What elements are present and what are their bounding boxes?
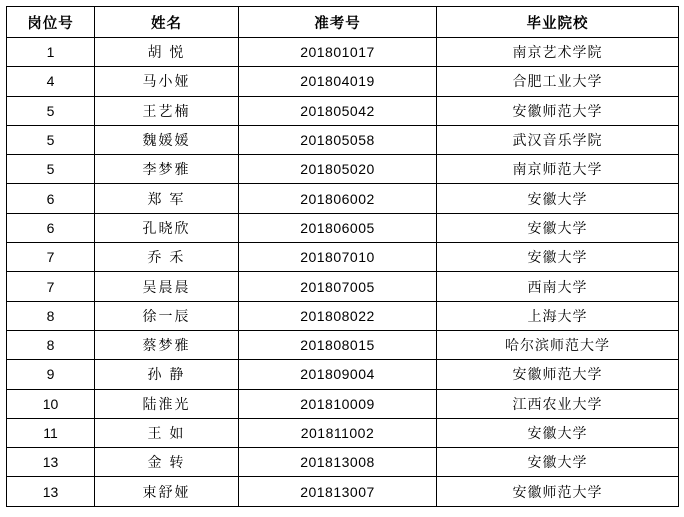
cell-exam-number: 201813008	[239, 448, 437, 477]
table-header-row	[7, 7, 679, 38]
cell-name: 陆淮光	[95, 389, 239, 418]
cell-exam-number: 201808015	[239, 330, 437, 359]
cell-school: 武汉音乐学院	[437, 125, 679, 154]
cell-exam-number: 201805020	[239, 155, 437, 184]
table-row	[7, 96, 679, 125]
cell-school: 哈尔滨师范大学	[437, 330, 679, 359]
cell-exam-number: 201813007	[239, 477, 437, 506]
cell-post: 7	[7, 243, 95, 272]
cell-school: 安徽大学	[437, 448, 679, 477]
cell-post: 8	[7, 301, 95, 330]
table-row	[7, 125, 679, 154]
cell-name: 蔡梦雅	[95, 330, 239, 359]
cell-school: 安徽师范大学	[437, 360, 679, 389]
table-row	[7, 272, 679, 301]
cell-name: 吴晨晨	[95, 272, 239, 301]
candidates-table	[6, 6, 679, 507]
cell-school: 江西农业大学	[437, 389, 679, 418]
table-body	[7, 38, 679, 507]
cell-name: 李梦雅	[95, 155, 239, 184]
cell-name: 马小娅	[95, 67, 239, 96]
cell-name: 孙 静	[95, 360, 239, 389]
cell-exam-number: 201811002	[239, 418, 437, 447]
column-header-exam-number: 准考号	[239, 7, 437, 38]
table-row	[7, 243, 679, 272]
cell-post: 5	[7, 96, 95, 125]
table-header	[7, 7, 679, 38]
cell-post: 5	[7, 155, 95, 184]
cell-exam-number: 201808022	[239, 301, 437, 330]
cell-name: 孔晓欣	[95, 213, 239, 242]
cell-name: 郑 军	[95, 184, 239, 213]
cell-post: 6	[7, 213, 95, 242]
cell-post: 5	[7, 125, 95, 154]
table-row	[7, 418, 679, 447]
table-row	[7, 389, 679, 418]
table-row	[7, 38, 679, 67]
column-header-school: 毕业院校	[437, 7, 679, 38]
cell-exam-number: 201804019	[239, 67, 437, 96]
table-row	[7, 477, 679, 506]
cell-post: 1	[7, 38, 95, 67]
cell-post: 9	[7, 360, 95, 389]
table-row	[7, 330, 679, 359]
cell-school: 南京师范大学	[437, 155, 679, 184]
cell-school: 安徽师范大学	[437, 96, 679, 125]
cell-school: 合肥工业大学	[437, 67, 679, 96]
cell-post: 13	[7, 448, 95, 477]
cell-school: 安徽大学	[437, 213, 679, 242]
cell-exam-number: 201805042	[239, 96, 437, 125]
cell-exam-number: 201806002	[239, 184, 437, 213]
cell-school: 安徽师范大学	[437, 477, 679, 506]
table-row	[7, 67, 679, 96]
cell-exam-number: 201807005	[239, 272, 437, 301]
table-row	[7, 301, 679, 330]
cell-name: 王 如	[95, 418, 239, 447]
table-row	[7, 448, 679, 477]
cell-exam-number: 201807010	[239, 243, 437, 272]
cell-name: 金 转	[95, 448, 239, 477]
table-row	[7, 184, 679, 213]
table-row	[7, 360, 679, 389]
cell-post: 4	[7, 67, 95, 96]
cell-name: 束舒娅	[95, 477, 239, 506]
cell-post: 7	[7, 272, 95, 301]
cell-name: 徐一辰	[95, 301, 239, 330]
table-row	[7, 155, 679, 184]
cell-school: 安徽大学	[437, 243, 679, 272]
cell-school: 南京艺术学院	[437, 38, 679, 67]
cell-name: 胡 悦	[95, 38, 239, 67]
cell-exam-number: 201806005	[239, 213, 437, 242]
column-header-post: 岗位号	[7, 7, 95, 38]
cell-school: 安徽大学	[437, 184, 679, 213]
cell-exam-number: 201801017	[239, 38, 437, 67]
cell-name: 魏媛媛	[95, 125, 239, 154]
cell-school: 西南大学	[437, 272, 679, 301]
cell-name: 王艺楠	[95, 96, 239, 125]
cell-post: 13	[7, 477, 95, 506]
column-header-name: 姓名	[95, 7, 239, 38]
cell-post: 8	[7, 330, 95, 359]
cell-exam-number: 201809004	[239, 360, 437, 389]
cell-school: 安徽大学	[437, 418, 679, 447]
cell-exam-number: 201810009	[239, 389, 437, 418]
cell-post: 11	[7, 418, 95, 447]
cell-post: 6	[7, 184, 95, 213]
cell-name: 乔 禾	[95, 243, 239, 272]
table-row	[7, 213, 679, 242]
cell-post: 10	[7, 389, 95, 418]
cell-school: 上海大学	[437, 301, 679, 330]
cell-exam-number: 201805058	[239, 125, 437, 154]
